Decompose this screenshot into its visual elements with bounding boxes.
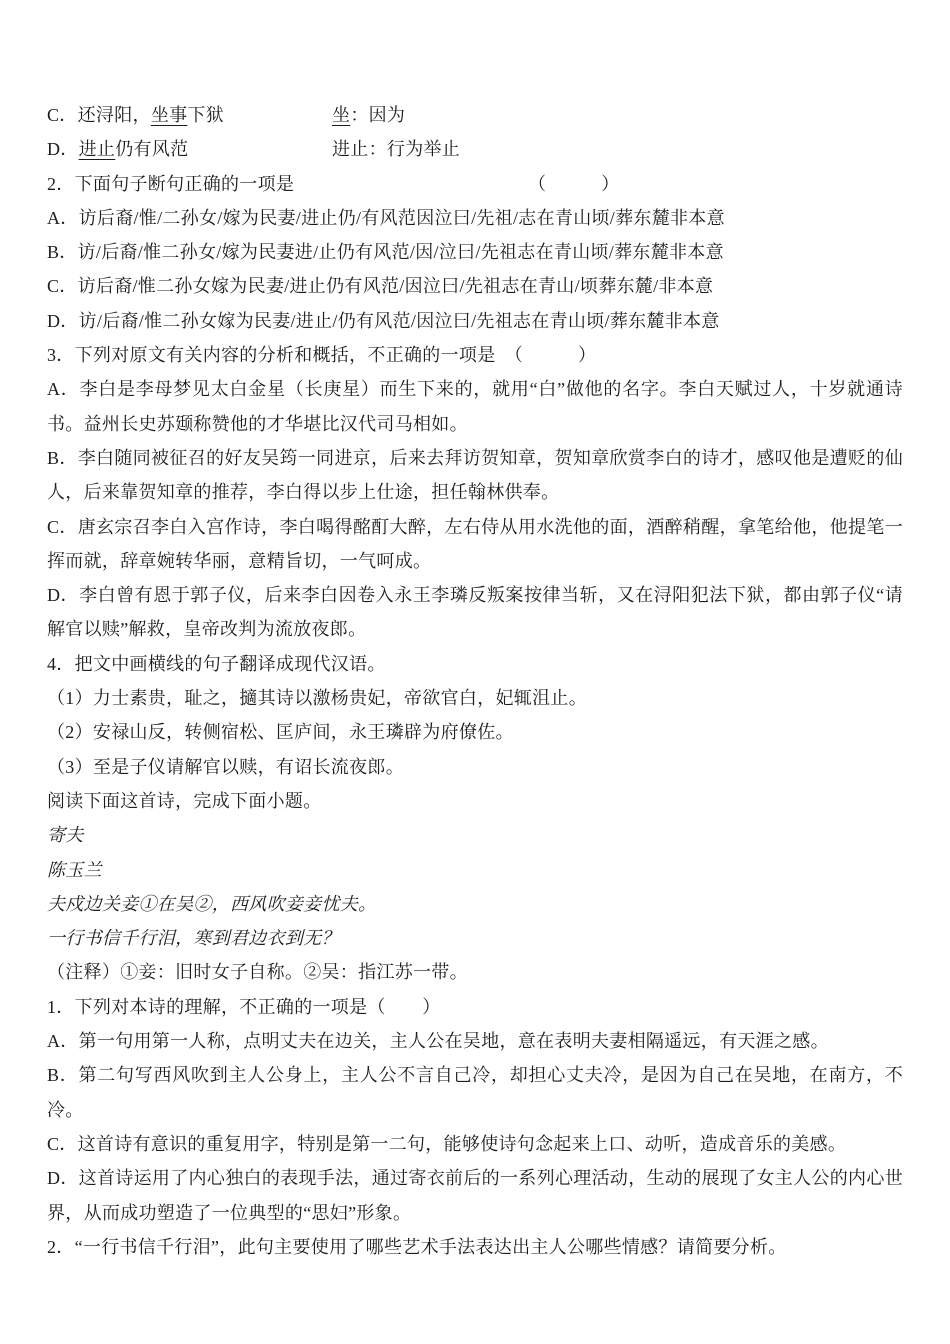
- gloss-option-c-underlined-word: 坐事: [150, 105, 188, 125]
- poem-question-1-stem: 1．下列对本诗的理解，不正确的一项是（ ）: [47, 996, 441, 1017]
- poem-question-1-option-a: A．第一句用第一人称，点明丈夫在边关，主人公在吴地，意在表明夫妻相隔遥远，有天涯之感。: [47, 1031, 829, 1052]
- gloss-option-d: [47, 132, 903, 166]
- question-2-option-b: B．访/后裔/惟二孙女/嫁为民妻进/止仍有风范/因/泣曰/先祖志在青山顷/葬东麓非本意: [47, 242, 724, 263]
- question-3-option-b: B．李白随同被征召的好友吴筠一同进京，后来去拜访贺知章，贺知章欣赏李白的诗才，感叹他是遭贬的仙人，后来靠贺知章的推荐，李白得以步上仕途，担任翰林供奉。: [47, 447, 903, 503]
- question-4-item-1: （1）力士素贵，耻之，擿其诗以激杨贵妃，帝欲官白，妃辄沮止。: [47, 688, 587, 709]
- question-2-answer-bracket: （ ）: [528, 173, 620, 194]
- question-2-stem-text: 2．下面句子断句正确的一项是: [47, 173, 295, 194]
- question-4-stem: 4．把文中画横线的句子翻译成现代汉语。: [47, 653, 386, 674]
- gloss-option-c-definition: [332, 98, 405, 132]
- gloss-option-c-pre: 还浔阳，: [77, 105, 151, 125]
- gloss-option-d-definition: 进止：行为举止: [332, 139, 461, 160]
- question-2-stem: [47, 167, 903, 201]
- question-3-option-a: A．李白是李母梦见太白金星（长庚星）而生下来的，就用“白”做他的名字。李白天赋过人，十岁就通诗书。益州长史苏颋称赞他的才华堪比汉代司马相如。: [47, 379, 903, 434]
- question-2-option-a: A．访后裔/惟/二孙女/嫁为民妻/进止仍/有风范因泣曰/先祖/志在青山顷/葬东麓非本意: [47, 207, 725, 228]
- question-2-option-c: C．访后裔/惟二孙女嫁为民妻/进止仍有风范/因泣曰/先祖志在青山/顷葬东麓/非本意: [47, 276, 714, 297]
- gloss-option-d-post: 仍有风范: [115, 139, 189, 160]
- gloss-option-c-post: 下狱: [187, 105, 225, 125]
- poem-note: （注释）①妾：旧时女子自称。②吴：指江苏一带。: [47, 962, 468, 983]
- gloss-option-d-underlined-word: 进止: [78, 139, 116, 160]
- poem-author: 陈玉兰: [47, 859, 102, 880]
- gloss-option-c-meaning: ：因为: [350, 105, 406, 125]
- poem-question-1-option-d: D．这首诗运用了内心独白的表现手法，通过寄衣前后的一系列心理活动，生动的展现了女主人公的内心世界，从而成功塑造了一位典型的“思妇”形象。: [47, 1168, 903, 1223]
- poem-question-2-stem: 2．“一行书信千行泪”，此句主要使用了哪些艺术手法表达出主人公哪些情感？请简要分析。: [47, 1236, 787, 1257]
- poem-question-1-option-c: C．这首诗有意识的重复用字，特别是第一二句，能够使诗句念起来上口、动听，造成音乐的美感。: [47, 1133, 847, 1154]
- gloss-option-c-label: C．: [47, 105, 78, 125]
- question-3-option-d: D．李白曾有恩于郭子仪，后来李白因卷入永王李璘反叛案按律当斩，又在浔阳犯法下狱，都由郭子仪“请解官以赎”解救，皇帝改判为流放夜郎。: [47, 585, 903, 640]
- poem-title: 寄夫: [47, 825, 84, 846]
- question-3-option-c: C．唐玄宗召李白入宫作诗，李白喝得酩酊大醉，左右侍从用水洗他的面，酒醉稍醒，拿笔给他，他提笔一挥而就，辞章婉转华丽，意精旨切，一气呵成。: [47, 516, 903, 571]
- gloss-option-c-term: 坐: [332, 105, 351, 125]
- gloss-option-c: [47, 98, 903, 132]
- poem-section-intro: 阅读下面这首诗，完成下面小题。: [47, 790, 322, 811]
- poem-question-1-option-b: B．第二句写西风吹到主人公身上，主人公不言自己冷，却担心丈夫冷，是因为自己在吴地，在南方，不冷。: [47, 1065, 903, 1120]
- question-4-item-3: （3）至是子仪请解官以赎，有诏长流夜郎。: [47, 756, 404, 777]
- question-2-option-d: D．访/后裔/惟二孙女嫁为民妻/进止/仍有风范/因泣曰/先祖志在青山顷/葬东麓非本意: [47, 310, 720, 331]
- question-3-stem: 3．下列对原文有关内容的分析和概括，不正确的一项是 （ ）: [47, 345, 597, 366]
- poem-line-1: 夫戍边关妾①在吴②，西风吹妾妾忧夫。: [47, 893, 377, 914]
- question-4-item-2: （2）安禄山反，转侧宿松、匡庐间，永王璘辟为府僚佐。: [47, 722, 514, 743]
- gloss-option-d-label: D．: [47, 139, 79, 160]
- poem-line-2: 一行书信千行泪，寒到君边衣到无？: [47, 928, 340, 949]
